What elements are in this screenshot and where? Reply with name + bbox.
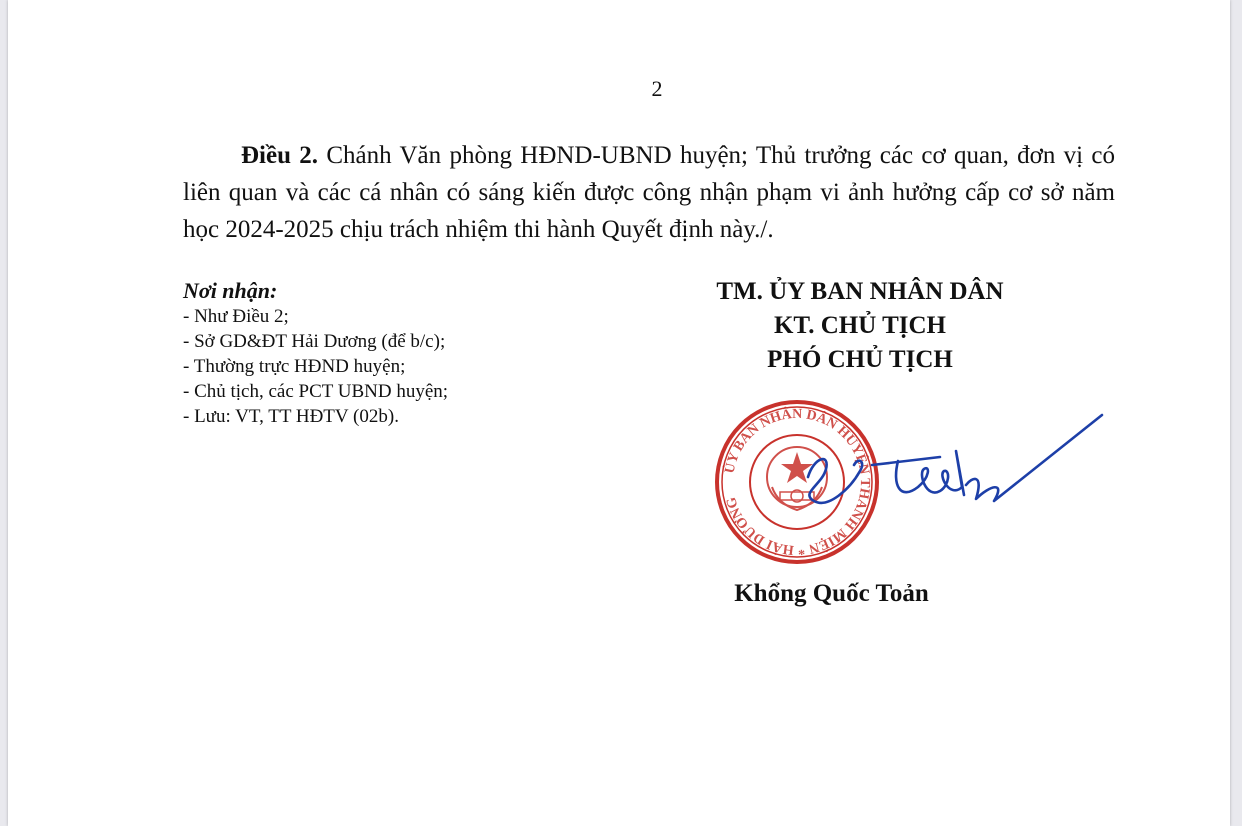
- signature-line-2: KT. CHỦ TỊCH: [773, 312, 947, 339]
- recipients-block: [183, 277, 603, 429]
- article-body: Chánh Văn phòng HĐND-UBND huyện; Thủ trưởng các cơ quan, đơn vị có liên quan và các cá nhân có sáng kiến được công nhận phạm vi ảnh hưởng cấp cơ sở năm học 2024-2025 chịu trách nhiệm thi hành Quyết định này./.: [183, 142, 1116, 243]
- handwritten-signature: [780, 405, 1120, 525]
- signature-line-1: TM. ỦY BAN NHÂN DÂN: [716, 278, 1004, 305]
- recipient-item: - Chủ tịch, các PCT UBND huyện;: [183, 381, 449, 402]
- article-2: [183, 137, 1115, 248]
- page-number: 2: [651, 76, 663, 101]
- signer-name: Khổng Quốc Toản: [734, 580, 929, 607]
- recipient-item: - Thường trực HĐND huyện;: [183, 356, 406, 377]
- recipients-title: Nơi nhận:: [183, 278, 278, 303]
- article-heading: Điều 2.: [241, 142, 319, 169]
- recipient-item: - Lưu: VT, TT HĐTV (02b).: [183, 406, 399, 427]
- recipients-list: [183, 304, 603, 429]
- article-paragraph: [183, 137, 1115, 248]
- recipient-item: - Sở GD&ĐT Hải Dương (để b/c);: [183, 331, 446, 352]
- seal-text: ỦY BAN NHÂN DÂN HUYỆN THANH MIỆN * HẢI DƯƠNG: [722, 406, 873, 558]
- recipient-item: - Như Điều 2;: [183, 306, 289, 327]
- signature-line-3: PHÓ CHỦ TỊCH: [767, 346, 953, 373]
- signature-title-block: [660, 275, 1060, 377]
